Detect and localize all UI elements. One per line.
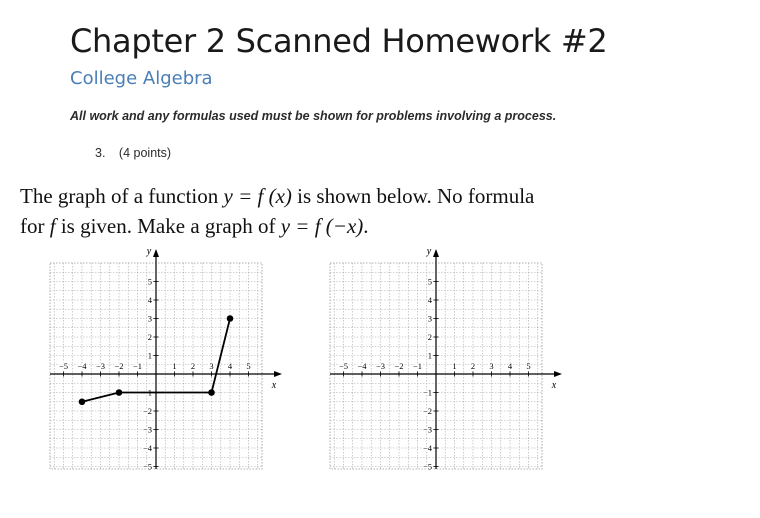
y-tick-label: 2 (427, 332, 432, 342)
x-tick-label: −5 (338, 361, 349, 371)
page-subtitle: College Algebra (70, 68, 213, 89)
x-tick-label: 3 (489, 361, 494, 371)
data-point (227, 316, 233, 322)
x-axis-label: x (551, 380, 557, 391)
x-tick-label: 1 (172, 361, 177, 371)
y-tick-label: −5 (422, 461, 432, 472)
x-tick-label: 5 (246, 361, 251, 371)
x-tick-label: 4 (507, 361, 513, 371)
y-tick-label: −1 (142, 387, 152, 398)
line2-post: . (363, 214, 369, 238)
y-axis-arrow (153, 249, 159, 257)
data-point (209, 390, 215, 396)
x-tick-label: −3 (375, 361, 386, 371)
y-tick-label: 5 (147, 276, 152, 287)
y-tick-label: −4 (422, 443, 432, 453)
x-tick-label: −1 (132, 361, 143, 371)
given-function-graph (30, 246, 290, 486)
x-tick-label: 2 (470, 361, 476, 371)
problem-points: (4 points) (118, 146, 172, 160)
line2-mid: is given. Make a graph of (55, 214, 281, 238)
x-axis-arrow (554, 371, 562, 377)
y-tick-label: −2 (142, 406, 152, 416)
x-tick-label: −1 (412, 361, 423, 371)
line1-post: is shown below. No formula (291, 184, 535, 208)
y-tick-label: 3 (147, 313, 152, 324)
x-tick-label: −3 (95, 361, 106, 371)
x-axis-label: x (271, 380, 277, 391)
x-tick-label: −5 (58, 361, 69, 371)
line2-math-f: f (49, 214, 56, 238)
y-tick-label: 5 (427, 276, 432, 287)
y-axis-label: y (146, 246, 152, 257)
x-tick-label: 4 (227, 361, 233, 371)
x-tick-label: 1 (452, 361, 457, 371)
y-tick-label: −2 (422, 406, 432, 416)
problem-statement (20, 181, 740, 241)
y-tick-label: 4 (147, 295, 152, 305)
x-tick-label: −4 (77, 361, 87, 371)
x-tick-label: 3 (209, 361, 214, 371)
line1-pre: The graph of a function (20, 184, 224, 208)
problem-header (95, 146, 171, 160)
x-tick-label: −4 (357, 361, 367, 371)
problem-number: 3. (95, 146, 106, 160)
y-axis-label: y (426, 246, 432, 257)
x-axis-arrow (274, 371, 282, 377)
problem-line-1 (20, 181, 740, 211)
line1-math: y = f (x) (223, 184, 292, 208)
y-tick-label: −3 (142, 424, 152, 435)
y-tick-label: −3 (422, 424, 432, 435)
line2-pre: for (20, 214, 50, 238)
x-tick-label: 2 (190, 361, 196, 371)
y-tick-label: 4 (427, 295, 432, 305)
data-point (79, 399, 85, 405)
line2-math: y = f (−x) (280, 214, 364, 238)
data-point (116, 390, 122, 396)
y-axis-arrow (433, 249, 439, 257)
x-tick-label: −2 (394, 361, 404, 371)
y-tick-label: −1 (422, 387, 432, 398)
y-tick-label: 1 (427, 350, 432, 361)
x-tick-label: 5 (526, 361, 531, 371)
blank-answer-graph[interactable] (310, 246, 570, 486)
x-tick-label: −2 (114, 361, 124, 371)
page-title: Chapter 2 Scanned Homework #2 (70, 22, 608, 60)
y-tick-label: 1 (147, 350, 152, 361)
instructions-text: All work and any formulas used must be shown for problems involving a process. (70, 109, 557, 123)
y-tick-label: 2 (147, 332, 152, 342)
problem-line-2 (20, 211, 740, 241)
y-tick-label: −4 (142, 443, 152, 453)
y-tick-label: −5 (142, 461, 152, 472)
y-tick-label: 3 (427, 313, 432, 324)
